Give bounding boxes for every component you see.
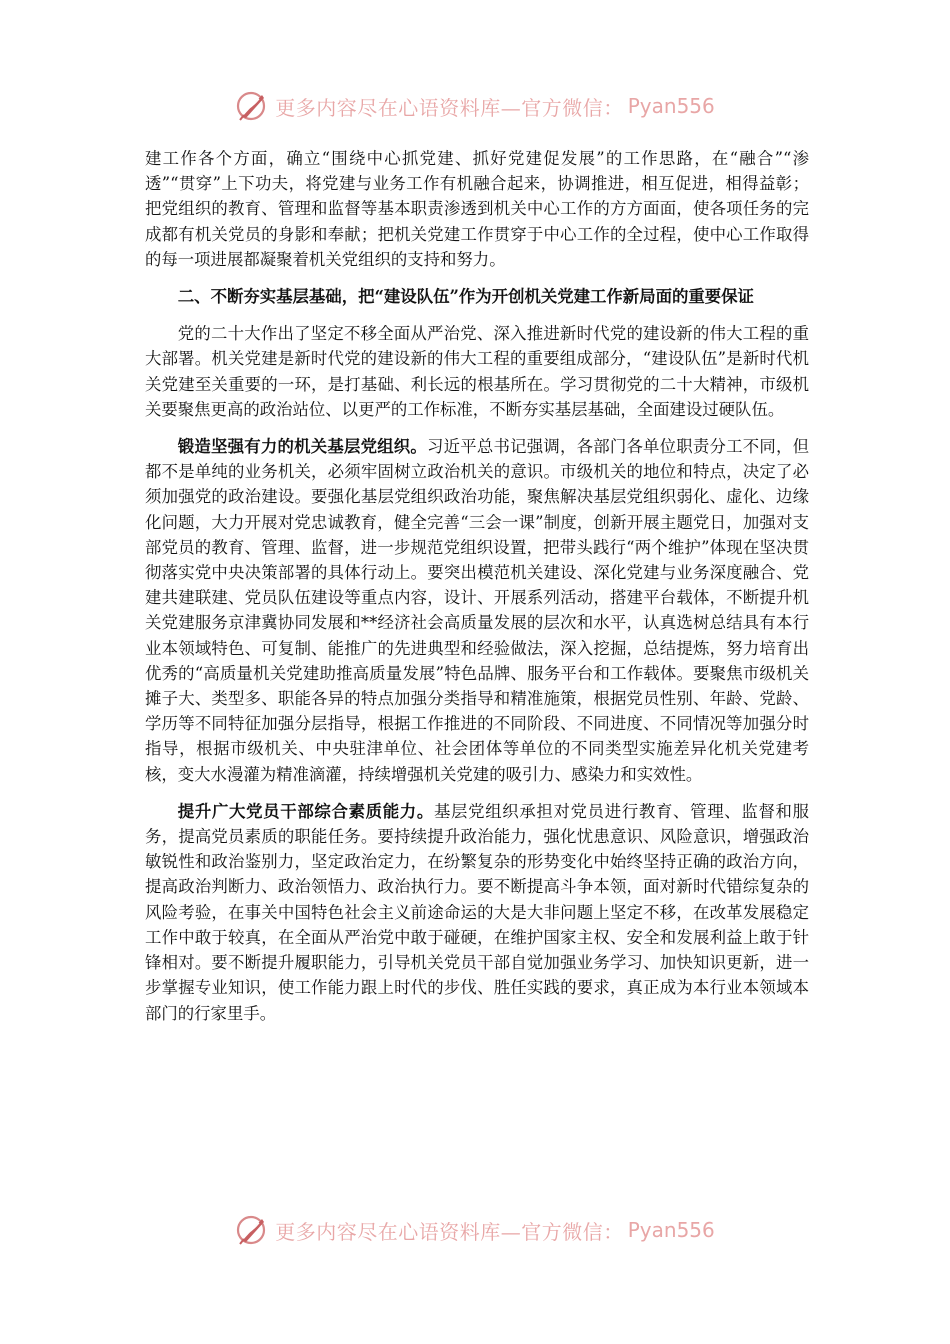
- paragraph-continuation: 建工作各个方面，确立“围绕中心抓党建、抓好党建促发展”的工作思路，在“融合”“渗透”“贯穿”上下功夫，将党建与业务工作有机融合起来，协调推进，相互促进，相得益彰；把党组织的教育、管理和监督等基本职责渗透到机关中心工作的方方面面，使各项任务的完成都有机关党员的身影和奉献；把机关党建工作贯穿于中心工作的全过程，使中心工作取得的每一项进展都凝聚着机关党组织的支持和努力。: [145, 149, 809, 269]
- quill-pen-logo-icon: [235, 89, 269, 123]
- paragraph-member-ability: [145, 799, 809, 1026]
- paragraph-party-organization: [145, 434, 809, 787]
- watermark-text: 更多内容尽在心语资料库—官方微信：: [275, 95, 624, 120]
- section-heading-2: 二、不断夯实基层基础，把“建设队伍”作为开创机关党建工作新局面的重要保证: [177, 287, 754, 307]
- watermark-header: [0, 86, 950, 126]
- watermark-wechat-id: Pyan556: [627, 94, 715, 118]
- paragraph-lead-bold: 提升广大党员干部综合素质能力。: [177, 801, 434, 821]
- paragraph-lead-bold: 锻造坚强有力的机关基层党组织。: [177, 437, 428, 457]
- quill-pen-logo-icon: [235, 1213, 269, 1247]
- watermark-text: 更多内容尽在心语资料库—官方微信：: [275, 1219, 624, 1244]
- paragraph-intro: 党的二十大作出了坚定不移全面从严治党、深入推进新时代党的建设新的伟大工程的重大部署。机关党建是新时代党的建设新的伟大工程的重要组成部分，“建设队伍”是新时代机关党建至关重要的一环，是打基础、利长远的根基所在。学习贯彻党的二十大精神，市级机关要聚焦更高的政治站位、以更严的工作标准，不断夯实基层基础，全面建设过硬队伍。: [145, 324, 809, 419]
- paragraph-text: 习近平总书记强调，各部门各单位职责分工不同，但都不是单纯的业务机关，必须牢固树立政治机关的意识。市级机关的地位和特点，决定了必须加强党的政治建设。要强化基层党组织政治功能，聚焦解决基层党组织弱化、虚化、边缘化问题，大力开展对党忠诚教育，健全完善“三会一课”制度，创新开展主题党日，加强对支部党员的教育、管理、监督，进一步规范党组织设置，把带头践行“两个维护”体现在坚决贯彻落实党中央决策部署的具体行动上。要突出模范机关建设、深化党建与业务深度融合、党建共建联建、党员队伍建设等重点内容，设计、开展系列活动，搭建平台载体，不断提升机关党建服务京津冀协同发展和**经济社会高质量发展的层次和水平，认真选树总结具有本行业本领域特色、可复制、能推广的先进典型和经验做法，深入挖掘，总结提炼，努力培育出优秀的“高质量机关党建助推高质量发展”特色品牌、服务平台和工作载体。要聚焦市级机关摊子大、类型多、职能各异的特点加强分类指导和精准施策，根据党员性别、年龄、党龄、学历等不同特征加强分层指导，根据工作推进的不同阶段、不同进度、不同情况等加强分时指导，根据市级机关、中央驻津单位、社会团体等单位的不同类型实施差异化机关党建考核，变大水漫灌为精准滴灌，持续增强机关党建的吸引力、感染力和实效性。: [145, 437, 810, 784]
- paragraph-text: 基层党组织承担对党员进行教育、管理、监督和服务，提高党员素质的职能任务。要持续提升政治能力，强化忧患意识、风险意识，增强政治敏锐性和政治鉴别力，坚定政治定力，在纷繁复杂的形势变化中始终坚持正确的政治方向，提高政治判断力、政治领悟力、政治执行力。要不断提高斗争本领，面对新时代错综复杂的风险考验，在事关中国特色社会主义前途命运的大是大非问题上坚定不移，在改革发展稳定工作中敢于较真，在全面从严治党中敢于碰硬，在维护国家主权、安全和发展利益上敢于针锋相对。要不断提升履职能力，引导机关党员干部自觉加强业务学习、加快知识更新，进一步掌握专业知识，使工作能力跟上时代的步伐、胜任实践的要求，真正成为本行业本领域本部门的行家里手。: [145, 801, 809, 1023]
- watermark-footer: [0, 1210, 950, 1250]
- watermark-wechat-id: Pyan556: [627, 1218, 715, 1242]
- document-body: [145, 146, 809, 1026]
